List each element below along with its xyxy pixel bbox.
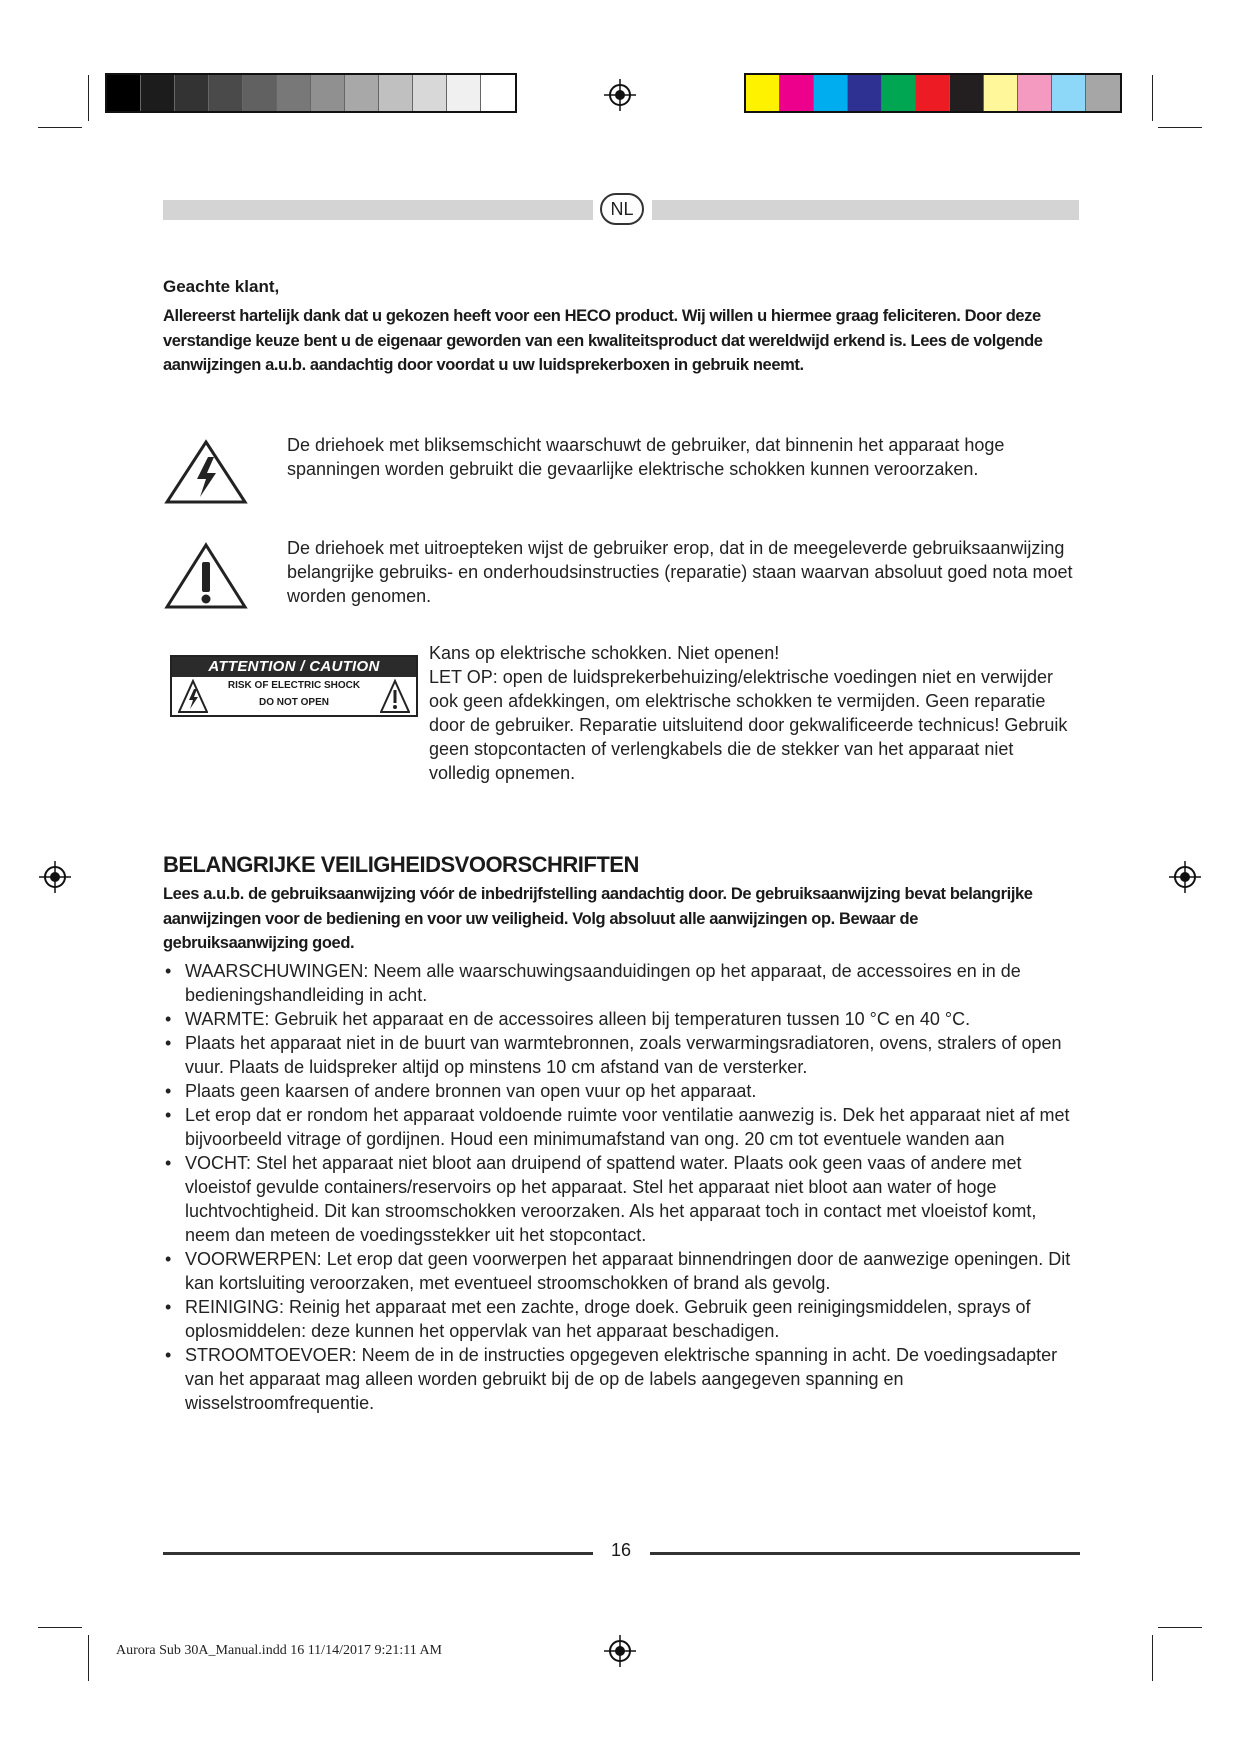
color-swatch bbox=[107, 75, 141, 111]
list-item-text: WARMTE: Gebruik het apparaat en de accessoires alleen bij temperaturen tussen 10 °C en 40 °C. bbox=[185, 1009, 971, 1029]
footer-rule-left bbox=[163, 1552, 593, 1555]
list-item bbox=[163, 1007, 1083, 1031]
registration-mark-icon bbox=[38, 860, 72, 894]
list-item-text: Let erop dat er rondom het apparaat voldoende ruimte voor ventilatie aanwezig is. Dek het apparaat niet af met bijvoorbeeld vitrage of gordijnen. Houd een minimumafstand van ong. 20 cm tot eventuele wanden aan bbox=[185, 1105, 1070, 1149]
bullet-icon: • bbox=[165, 1297, 172, 1317]
color-swatch bbox=[746, 75, 780, 111]
bullet-icon: • bbox=[165, 1345, 172, 1365]
color-swatch bbox=[950, 75, 984, 111]
list-item bbox=[163, 1343, 1083, 1415]
exclamation-warning-icon bbox=[164, 542, 248, 610]
list-item bbox=[163, 959, 1083, 1007]
color-swatch bbox=[243, 75, 277, 111]
bullet-icon: • bbox=[165, 1081, 172, 1101]
caution-line-2: DO NOT OPEN bbox=[258, 697, 329, 708]
lightning-warning-text: De driehoek met bliksemschicht waarschuwt de gebruiker, dat binnenin het apparaat hoge spanningen worden gebruikt die gevaarlijke elektrische schokken kunnen veroorzaken. bbox=[287, 435, 1005, 479]
caution-text-1: Kans op elektrische schokken. Niet openen! bbox=[429, 643, 780, 663]
bullet-icon: • bbox=[165, 1153, 172, 1173]
list-item-text: VOORWERPEN: Let erop dat geen voorwerpen het apparaat binnendringen door de aanwezige openingen. Dit kan kortsluiting veroorzaken, met eventueel stroomschokken of brand als gevolg. bbox=[185, 1249, 1071, 1293]
crop-mark bbox=[88, 75, 89, 121]
list-item bbox=[163, 1151, 1083, 1247]
color-swatch bbox=[1052, 75, 1086, 111]
caution-line-1: RISK OF ELECTRIC SHOCK bbox=[227, 680, 361, 691]
crop-mark bbox=[88, 1635, 89, 1681]
color-swatch bbox=[1086, 75, 1120, 111]
color-swatch bbox=[848, 75, 882, 111]
list-item-text: WAARSCHUWINGEN: Neem alle waarschuwingsaanduidingen op het apparaat, de accessoires en in de bedieningshandleiding in acht. bbox=[185, 961, 1021, 1005]
grayscale-color-bar bbox=[105, 73, 517, 113]
color-swatch bbox=[780, 75, 814, 111]
registration-mark-icon bbox=[1168, 860, 1202, 894]
crop-mark bbox=[1152, 1635, 1153, 1681]
intro-paragraph: Allereerst hartelijk dank dat u gekozen heeft voor een HECO product. Wij willen u hiermee graag feliciteren. Door deze verstandige keuze bent u de eigenaar geworden van een kwaliteitsproduct dat wereldwijd erkend is. Lees de volgende aanwijzingen a.u.b. aandachtig door voordat u uw luidsprekerboxen in gebruik neemt. bbox=[163, 307, 1043, 374]
list-item-text: Plaats geen kaarsen of andere bronnen van open vuur op het apparaat. bbox=[185, 1081, 757, 1101]
caution-heading: ATTENTION / CAUTION bbox=[172, 657, 416, 677]
list-item-text: VOCHT: Stel het apparaat niet bloot aan druipend of spattend water. Plaats ook geen vaas of andere met vloeistof gevulde containers/reservoirs op het apparaat. Stel het apparaat niet bloot aan water of hoge luchtvochtigheid. Dit kan stroomschokken veroorzaken. Als het apparaat toch in contact met vloeistof komt, neem dan meteen de voedingsstekker uit het stopcontact. bbox=[185, 1153, 1037, 1245]
bullet-icon: • bbox=[165, 1105, 172, 1125]
color-swatch bbox=[311, 75, 345, 111]
caution-label bbox=[170, 655, 418, 717]
footer-rule-right bbox=[650, 1552, 1080, 1555]
registration-mark-icon bbox=[603, 78, 637, 112]
print-slug: Aurora Sub 30A_Manual.indd 16 11/14/2017 9:21:11 AM bbox=[116, 1643, 443, 1658]
color-swatch bbox=[345, 75, 379, 111]
crop-mark bbox=[38, 1627, 82, 1628]
color-swatch bbox=[141, 75, 175, 111]
caution-text-2: LET OP: open de luidsprekerbehuizing/elektrische voedingen niet en verwijder ook geen afdekkingen, om elektrische schokken te vermijden. Geen reparatie door de gebruiker. Reparatie uitsluitend door gekwalificeerde technicus! Gebruik geen stopcontacten of verlengkabels die de stekker van het apparaat niet volledig opnemen. bbox=[429, 667, 1068, 783]
list-item-text: Plaats het apparaat niet in de buurt van warmtebronnen, zoals verwarmingsradiatoren, ovens, stralers of open vuur. Plaats de luidspreker altijd op minstens 10 cm afstand van de versterker. bbox=[185, 1033, 1062, 1077]
crop-mark bbox=[1152, 75, 1153, 121]
bullet-icon: • bbox=[165, 1033, 172, 1053]
list-item bbox=[163, 1031, 1083, 1079]
color-swatch bbox=[209, 75, 243, 111]
list-item-text: STROOMTOEVOER: Neem de in de instructies opgegeven elektrische spanning in acht. De voedingsadapter van het apparaat mag alleen worden gebruikt bij de op de labels aangegeven spanning en wisselstroomfrequentie. bbox=[185, 1345, 1058, 1413]
crop-mark bbox=[38, 127, 82, 128]
color-swatch bbox=[175, 75, 209, 111]
list-item bbox=[163, 1247, 1083, 1295]
list-item bbox=[163, 1295, 1083, 1343]
exclamation-warning-text: De driehoek met uitroepteken wijst de gebruiker erop, dat in de meegeleverde gebruiksaanwijzing belangrijke gebruiks- en onderhoudsinstructies (reparatie) staan waarvan absoluut goed nota moet worden genomen. bbox=[287, 538, 1073, 606]
process-color-bar bbox=[744, 73, 1122, 113]
crop-mark bbox=[1158, 127, 1202, 128]
color-swatch bbox=[814, 75, 848, 111]
safety-section-title: BELANGRIJKE VEILIGHEIDSVOORSCHRIFTEN bbox=[163, 852, 639, 877]
color-swatch bbox=[984, 75, 1018, 111]
bullet-icon: • bbox=[165, 1249, 172, 1269]
bullet-icon: • bbox=[165, 961, 172, 981]
lightning-warning-icon bbox=[164, 439, 248, 505]
language-badge: NL bbox=[600, 193, 644, 225]
color-swatch bbox=[447, 75, 481, 111]
list-item bbox=[163, 1103, 1083, 1151]
page-number: 16 bbox=[610, 1540, 632, 1560]
list-item bbox=[163, 1079, 1083, 1103]
exclamation-warning-icon bbox=[380, 679, 410, 715]
registration-mark-icon bbox=[603, 1634, 637, 1668]
bullet-icon: • bbox=[165, 1009, 172, 1029]
header-bar-left bbox=[163, 200, 593, 220]
color-swatch bbox=[379, 75, 413, 111]
color-swatch bbox=[481, 75, 515, 111]
greeting: Geachte klant, bbox=[163, 277, 280, 296]
color-swatch bbox=[916, 75, 950, 111]
color-swatch bbox=[413, 75, 447, 111]
crop-mark bbox=[1158, 1627, 1202, 1628]
color-swatch bbox=[1018, 75, 1052, 111]
color-swatch bbox=[882, 75, 916, 111]
color-swatch bbox=[277, 75, 311, 111]
safety-intro: Lees a.u.b. de gebruiksaanwijzing vóór de inbedrijfstelling aandachtig door. De gebruiksaanwijzing bevat belangrijke aanwijzingen voor de bediening en voor uw veiligheid. Volg absoluut alle aanwijzingen op. Bewaar de gebruiksaanwijzing goed. bbox=[163, 885, 1033, 952]
safety-list bbox=[163, 959, 1083, 1415]
list-item-text: REINIGING: Reinig het apparaat met een zachte, droge doek. Gebruik geen reinigingsmiddelen, sprays of oplosmiddelen: deze kunnen het oppervlak van het apparaat beschadigen. bbox=[185, 1297, 1031, 1341]
header-bar-right bbox=[652, 200, 1079, 220]
